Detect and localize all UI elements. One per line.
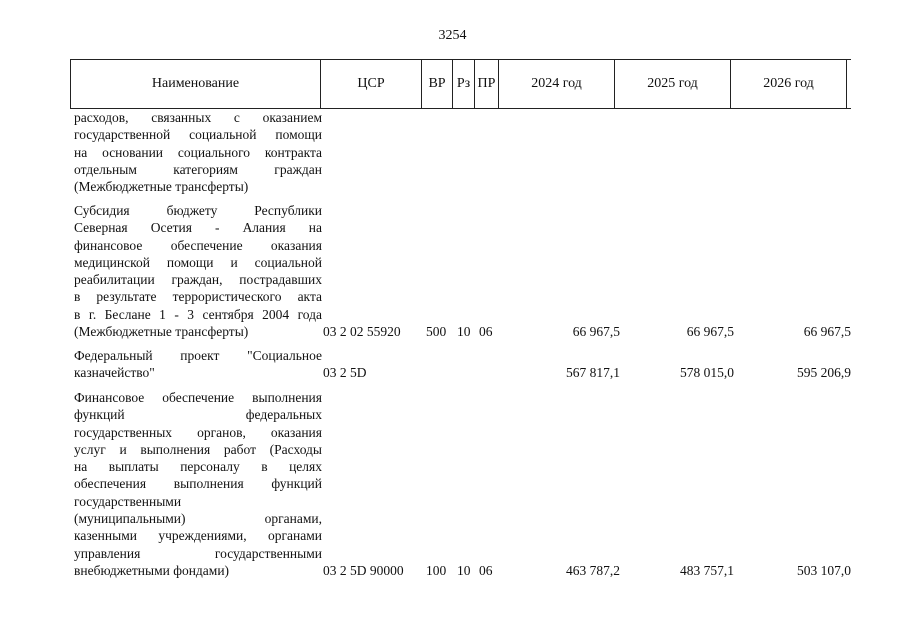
page-number: 3254 [438, 28, 467, 43]
row-name-line: в результате террористического акта [74, 289, 322, 305]
row-2025: 66 967,5 [686, 324, 734, 339]
row-2026: 595 206,9 [797, 365, 851, 380]
row-name-line: в г. Беслане 1 - 3 сентября 2004 года [74, 306, 322, 322]
header-2024: 2024 год [499, 60, 615, 108]
row-name-line: Финансовое обеспечение выполнения [74, 390, 322, 405]
row-name-line: на основании социального контракта [74, 144, 322, 160]
row-csr: 03 2 5D 90000 [323, 563, 404, 578]
row-name-line: реабилитации граждан, пострадавших [74, 272, 322, 288]
row-name-line: медицинской помощи и социальной [74, 254, 322, 270]
row-name-line: Северная Осетия - Алания на [74, 220, 322, 236]
row-name-line: обеспечения выполнения функций [74, 476, 322, 492]
header-rz: Рз [453, 60, 475, 108]
header-2025: 2025 год [615, 60, 731, 108]
row-name-line: расходов, связанных с оказанием [74, 110, 322, 125]
row-name-line: функций федеральных [74, 407, 322, 423]
row-name-line: (Межбюджетные трансферты) [74, 179, 249, 195]
row-name-line: Субсидия бюджету Республики [74, 203, 322, 218]
row-2026: 66 967,5 [803, 324, 851, 339]
row-name-line: управления государственными [74, 545, 322, 561]
row-name-line: финансовое обеспечение оказания [74, 237, 322, 253]
table-header [70, 59, 851, 109]
row-2025: 483 757,1 [680, 563, 734, 578]
row-name-line: отдельным категориям граждан [74, 161, 322, 177]
row-name-line: на выплаты персоналу в целях [74, 459, 322, 475]
row-2025: 578 015,0 [680, 365, 734, 380]
row-2024: 463 787,2 [566, 563, 620, 578]
row-vr: 100 [426, 563, 447, 578]
row-rz: 10 [457, 324, 471, 339]
table-row [74, 389, 322, 579]
header-csr: ЦСР [321, 60, 422, 108]
row-name-line: казначейство" [74, 365, 155, 381]
header-name: Наименование [71, 60, 321, 108]
row-vr: 500 [426, 324, 447, 339]
header-pr: ПР [475, 60, 499, 108]
row-name-line: Федеральный проект "Социальное [74, 348, 322, 363]
row-name-line: (Межбюджетные трансферты) [74, 324, 249, 340]
row-csr: 03 2 5D [323, 365, 367, 380]
row-csr: 03 2 02 55920 [323, 324, 401, 339]
table-row [74, 347, 322, 382]
row-name-line: казенными учреждениями, органами [74, 528, 322, 544]
row-pr: 06 [479, 324, 493, 339]
row-pr: 06 [479, 563, 493, 578]
table-row [74, 202, 322, 340]
row-name-line: государственных органов, оказания [74, 424, 322, 440]
row-2024: 567 817,1 [566, 365, 620, 380]
header-vr: ВР [422, 60, 453, 108]
table-row [74, 109, 322, 195]
row-name-line: государственной социальной помощи [74, 127, 322, 143]
row-name-line: (муниципальными) органами, [74, 511, 322, 527]
row-name-line: услуг и выполнения работ (Расходы [74, 441, 322, 457]
header-2026: 2026 год [731, 60, 847, 108]
row-rz: 10 [457, 563, 471, 578]
row-name-line: государственными [74, 493, 182, 509]
row-2026: 503 107,0 [797, 563, 851, 578]
row-name-line: внебюджетными фондами) [74, 562, 230, 578]
row-2024: 66 967,5 [572, 324, 620, 339]
